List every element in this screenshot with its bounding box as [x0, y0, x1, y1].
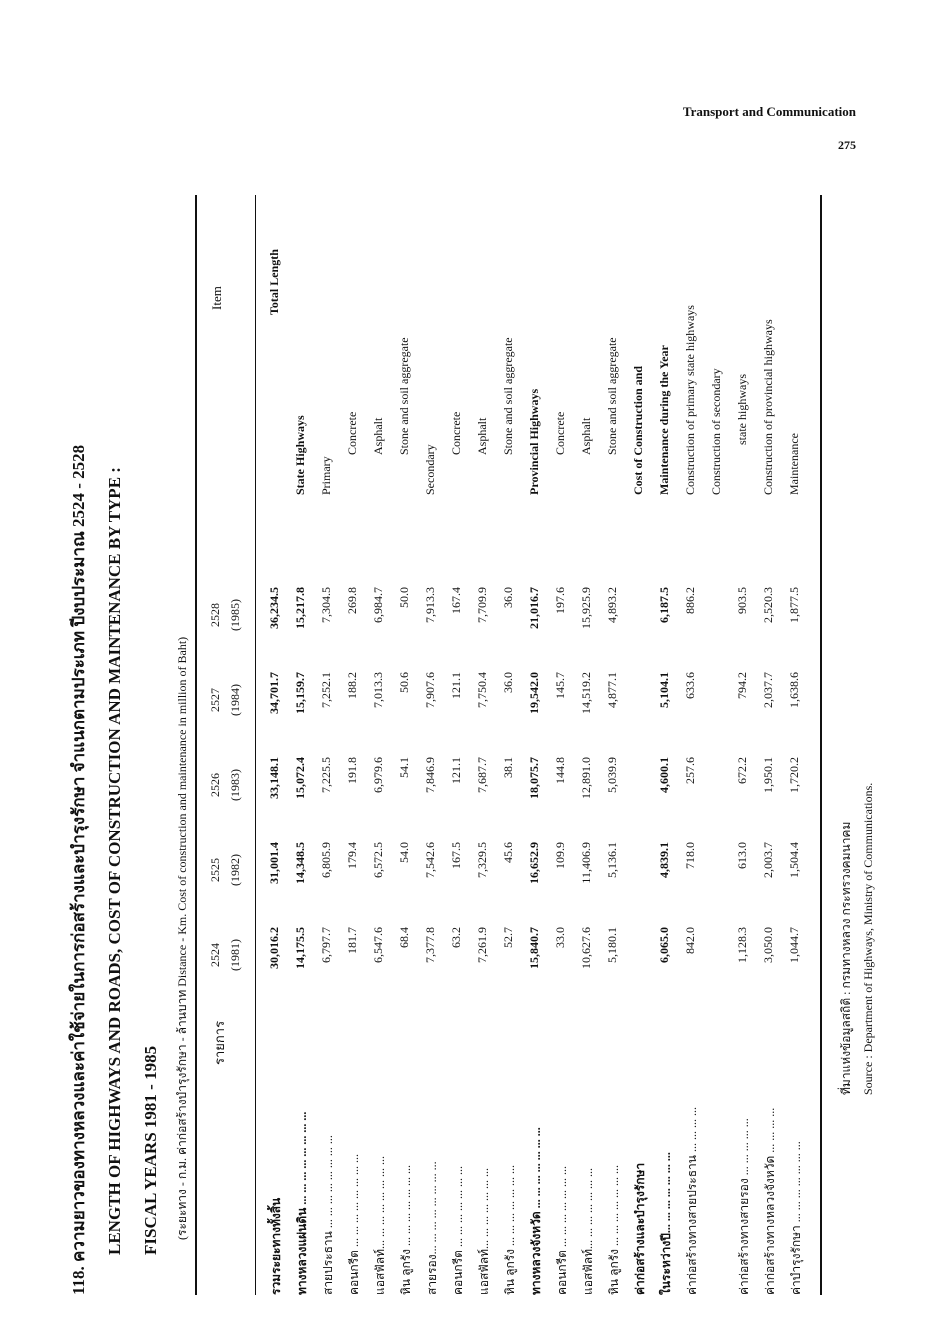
cell-value: 68.4 [397, 927, 411, 948]
cell-value: 1,638.6 [787, 672, 801, 708]
year-ce: (1983) [228, 769, 242, 801]
year-be: 2525 [208, 858, 222, 882]
row-label-thai: หิน ลูกรัง ... ... ... ... ... ... ... [503, 1164, 517, 1295]
cell-value: 6,805.9 [319, 842, 333, 878]
cell-value: 269.8 [345, 587, 359, 614]
cell-value: 6,979.6 [371, 757, 385, 793]
cell-value: 7,261.9 [475, 927, 489, 963]
row-label-thai: แอสฟัลท์... ... ... ... ... ... ... [477, 1167, 491, 1295]
source-english: Source : Department of Highways, Ministry of Communications. [861, 782, 875, 1095]
row-label-english: Asphalt [579, 417, 593, 455]
header-rule [255, 195, 256, 1295]
year-be: 2524 [208, 943, 222, 967]
row-label-thai: ค่าก่อสร้างทางสายประธาน ... ... ... ... [685, 1107, 699, 1295]
table-row [553, 195, 577, 1295]
cell-value: 14,519.2 [579, 672, 593, 714]
cell-value: 5,136.1 [605, 842, 619, 878]
row-label-english: Cost of Construction and [631, 365, 645, 495]
cell-value: 63.2 [449, 927, 463, 948]
row-label-thai: สายรอง... ... ... ... ... ... ... ... [425, 1161, 439, 1295]
page-number: 275 [838, 138, 856, 152]
table-title-thai [65, 445, 92, 1295]
cell-value: 7,013.3 [371, 672, 385, 708]
row-label-thai: ค่าก่อสร้างและบำรุงรักษา [633, 1162, 647, 1295]
cell-value: 12,891.0 [579, 757, 593, 799]
cell-value: 36,234.5 [267, 587, 281, 629]
row-label-english: State Highways [293, 415, 307, 495]
cell-value: 6,187.5 [657, 587, 671, 623]
cell-value: 15,925.9 [579, 587, 593, 629]
cell-value: 36.0 [501, 587, 515, 608]
cell-value: 257.6 [683, 757, 697, 784]
row-label-thai: ทางหลวงจังหวัด ... ... ... ... ... ... ... [529, 1127, 543, 1295]
cell-value: 7,913.3 [423, 587, 437, 623]
cell-value: 7,225.5 [319, 757, 333, 793]
table-row [605, 195, 629, 1295]
cell-value: 7,304.5 [319, 587, 333, 623]
year-header [205, 745, 245, 825]
cell-value: 5,104.1 [657, 672, 671, 708]
cell-value: 903.5 [735, 587, 749, 614]
cell-value: 6,065.0 [657, 927, 671, 963]
cell-value: 5,180.1 [605, 927, 619, 963]
cell-value: 7,907.6 [423, 672, 437, 708]
row-label-thai: สายประธาน ... ... ... ... ... ... ... ... [321, 1135, 335, 1295]
row-label-english: Construction of secondary [709, 368, 723, 495]
cell-value: 52.7 [501, 927, 515, 948]
cell-value: 191.8 [345, 757, 359, 784]
row-label-thai: ค่าบำรุงรักษา ... ... ... ... ... ... ... [789, 1141, 803, 1295]
cell-value: 54.0 [397, 842, 411, 863]
source-thai: ที่มาแห่งข้อมูลสถิติ : กรมทางหลวง กระทรวงคมนาคม [839, 821, 853, 1095]
row-label-english: Asphalt [475, 417, 489, 455]
table-title-en-1: LENGTH OF HIGHWAYS AND ROADS, COST OF CONSTRUCTION AND MAINTENANCE BY TYPE : [105, 467, 124, 1255]
cell-value: 15,840.7 [527, 927, 541, 969]
row-label-thai: ในระหว่างปี... ... ... ... ... ... ... [659, 1152, 673, 1295]
cell-value: 36.0 [501, 672, 515, 693]
cell-value: 14,175.5 [293, 927, 307, 969]
cell-value: 886.2 [683, 587, 697, 614]
table-row [683, 195, 707, 1295]
cell-value: 15,159.7 [293, 672, 307, 714]
row-label-thai: หิน ลูกรัง ... ... ... ... ... ... ... [607, 1164, 621, 1295]
row-label-thai: ทางหลวงแผ่นดิน ... ... ... ... ... ... ... ... [295, 1111, 309, 1295]
row-label-english: Stone and soil aggregate [397, 337, 411, 455]
year-header [205, 660, 245, 740]
table-row [423, 195, 447, 1295]
cell-value: 14,348.5 [293, 842, 307, 884]
cell-value: 6,547.6 [371, 927, 385, 963]
row-label-thai: ค่าก่อสร้างทางสายรอง ... ... ... ... ... [737, 1118, 751, 1295]
cell-value: 6,984.7 [371, 587, 385, 623]
cell-value: 4,893.2 [605, 587, 619, 623]
cell-value: 672.2 [735, 757, 749, 784]
cell-value: 50.6 [397, 672, 411, 693]
cell-value: 109.9 [553, 842, 567, 869]
table-number: 118. [69, 1266, 88, 1295]
cell-value: 2,003.7 [761, 842, 775, 878]
cell-value: 167.4 [449, 587, 463, 614]
cell-value: 54.1 [397, 757, 411, 778]
row-label-thai: คอนกรีต ... ... ... ... ... ... ... [555, 1166, 569, 1295]
table-row [787, 195, 811, 1295]
cell-value: 21,016.7 [527, 587, 541, 629]
table-row [761, 195, 785, 1295]
cell-value: 3,050.0 [761, 927, 775, 963]
year-header [205, 915, 245, 995]
row-label-thai: ค่าก่อสร้างทางหลวงจังหวัด ... ... ... ... [763, 1107, 777, 1295]
cell-value: 2,520.3 [761, 587, 775, 623]
cell-value: 11,406.9 [579, 842, 593, 884]
row-label-english: Stone and soil aggregate [501, 337, 515, 455]
row-label-english: Concrete [449, 411, 463, 455]
running-title: Transport and Communication [682, 104, 856, 119]
table-row [319, 195, 343, 1295]
table-bottom-rule [820, 195, 822, 1295]
row-label-english: Primary [319, 456, 333, 495]
table-row [449, 195, 473, 1295]
cell-value: 794.2 [735, 672, 749, 699]
cell-value: 18,075.7 [527, 757, 541, 799]
year-be: 2528 [208, 603, 222, 627]
cell-value: 4,877.1 [605, 672, 619, 708]
row-label-english: Construction of provincial highways [761, 319, 775, 495]
cell-value: 167.5 [449, 842, 463, 869]
cell-value: 6,572.5 [371, 842, 385, 878]
cell-value: 7,377.8 [423, 927, 437, 963]
row-label-english: Asphalt [371, 417, 385, 455]
cell-value: 842.0 [683, 927, 697, 954]
cell-value: 1,950.1 [761, 757, 775, 793]
cell-value: 15,217.8 [293, 587, 307, 629]
row-label-english: Maintenance during the Year [657, 345, 671, 495]
row-label-thai: คอนกรีต ... ... ... ... ... ... ... ... [347, 1154, 361, 1295]
cell-value: 121.1 [449, 672, 463, 699]
table-row [631, 195, 655, 1295]
cell-value: 33.0 [553, 927, 567, 948]
cell-value: 45.6 [501, 842, 515, 863]
cell-value: 19,542.0 [527, 672, 541, 714]
cell-value: 2,037.7 [761, 672, 775, 708]
unit-note: (ระยะทาง - ก.ม. ค่าก่อสร้างบำรุงรักษา - ล้านบาท Distance - Km. Cost of construction and maintenance in million of Baht) [175, 636, 189, 1240]
table-row [371, 195, 395, 1295]
row-label-thai: หิน ลูกรัง ... ... ... ... ... ... ... [399, 1164, 413, 1295]
year-be: 2526 [208, 773, 222, 797]
cell-value: 50.0 [397, 587, 411, 608]
row-label-thai: รวมระยะทางทั้งสิ้น [269, 1197, 283, 1295]
table-row [475, 195, 499, 1295]
table-row [735, 195, 759, 1295]
row-label-english: Maintenance [787, 433, 801, 495]
cell-value: 16,652.9 [527, 842, 541, 884]
cell-value: 179.4 [345, 842, 359, 869]
cell-value: 4,600.1 [657, 757, 671, 793]
column-header-thai: รายการ [212, 1020, 227, 1065]
cell-value: 5,039.9 [605, 757, 619, 793]
row-label-english: Total Length [267, 249, 281, 315]
row-label-english: Secondary [423, 444, 437, 495]
table-title-en-2: FISCAL YEARS 1981 - 1985 [141, 1045, 160, 1255]
year-be: 2527 [208, 688, 222, 712]
table-row [267, 195, 291, 1295]
table-row [397, 195, 421, 1295]
row-label-thai: แอสฟัลท์... ... ... ... ... ... ... ... [373, 1155, 387, 1295]
table-row [709, 195, 733, 1295]
cell-value: 718.0 [683, 842, 697, 869]
year-ce: (1981) [228, 939, 242, 971]
row-label-english: Construction of primary state highways [683, 305, 697, 495]
cell-value: 7,709.9 [475, 587, 489, 623]
table-title-thai-text: ความยาวของทางหลวงและค่าใช้จ่ายในการก่อสร้างและบำรุงรักษา จำแนกตามประเภท ปีงบประมาณ 2524 - 2528 [69, 444, 88, 1262]
cell-value: 33,148.1 [267, 757, 281, 799]
cell-value: 7,252.1 [319, 672, 333, 708]
year-ce: (1984) [228, 684, 242, 716]
row-label-english: Concrete [345, 411, 359, 455]
table-row [345, 195, 369, 1295]
table-top-rule [195, 195, 197, 1295]
cell-value: 15,072.4 [293, 757, 307, 799]
row-label-english: Provincial Highways [527, 388, 541, 495]
cell-value: 1,128.3 [735, 927, 749, 963]
table-row [527, 195, 551, 1295]
cell-value: 31,001.4 [267, 842, 281, 884]
table-row [293, 195, 317, 1295]
cell-value: 144.8 [553, 757, 567, 784]
cell-value: 7,846.9 [423, 757, 437, 793]
cell-value: 34,701.7 [267, 672, 281, 714]
year-header [205, 830, 245, 910]
cell-value: 1,504.4 [787, 842, 801, 878]
row-label-thai: แอสฟัลท์... ... ... ... ... ... ... [581, 1167, 595, 1295]
cell-value: 7,329.5 [475, 842, 489, 878]
cell-value: 30,016.2 [267, 927, 281, 969]
cell-value: 1,877.5 [787, 587, 801, 623]
row-label-english: Concrete [553, 411, 567, 455]
year-ce: (1985) [228, 599, 242, 631]
table-row [579, 195, 603, 1295]
cell-value: 197.6 [553, 587, 567, 614]
cell-value: 6,797.7 [319, 927, 333, 963]
year-header [205, 575, 245, 655]
rotated-table-page [55, 145, 880, 1295]
cell-value: 10,627.6 [579, 927, 593, 969]
table-row [501, 195, 525, 1295]
cell-value: 7,542.6 [423, 842, 437, 878]
row-label-english: Stone and soil aggregate [605, 337, 619, 455]
cell-value: 181.7 [345, 927, 359, 954]
cell-value: 188.2 [345, 672, 359, 699]
cell-value: 613.0 [735, 842, 749, 869]
row-label-thai: คอนกรีต ... ... ... ... ... ... ... [451, 1166, 465, 1295]
cell-value: 4,839.1 [657, 842, 671, 878]
table-row [657, 195, 681, 1295]
cell-value: 1,720.2 [787, 757, 801, 793]
cell-value: 121.1 [449, 757, 463, 784]
page-header [0, 0, 941, 160]
row-label-english: state highways [735, 374, 749, 445]
cell-value: 38.1 [501, 757, 515, 778]
cell-value: 1,044.7 [787, 927, 801, 963]
column-header-english: Item [209, 286, 224, 310]
cell-value: 7,750.4 [475, 672, 489, 708]
year-ce: (1982) [228, 854, 242, 886]
cell-value: 145.7 [553, 672, 567, 699]
cell-value: 633.6 [683, 672, 697, 699]
cell-value: 7,687.7 [475, 757, 489, 793]
source-notes [835, 783, 879, 1095]
